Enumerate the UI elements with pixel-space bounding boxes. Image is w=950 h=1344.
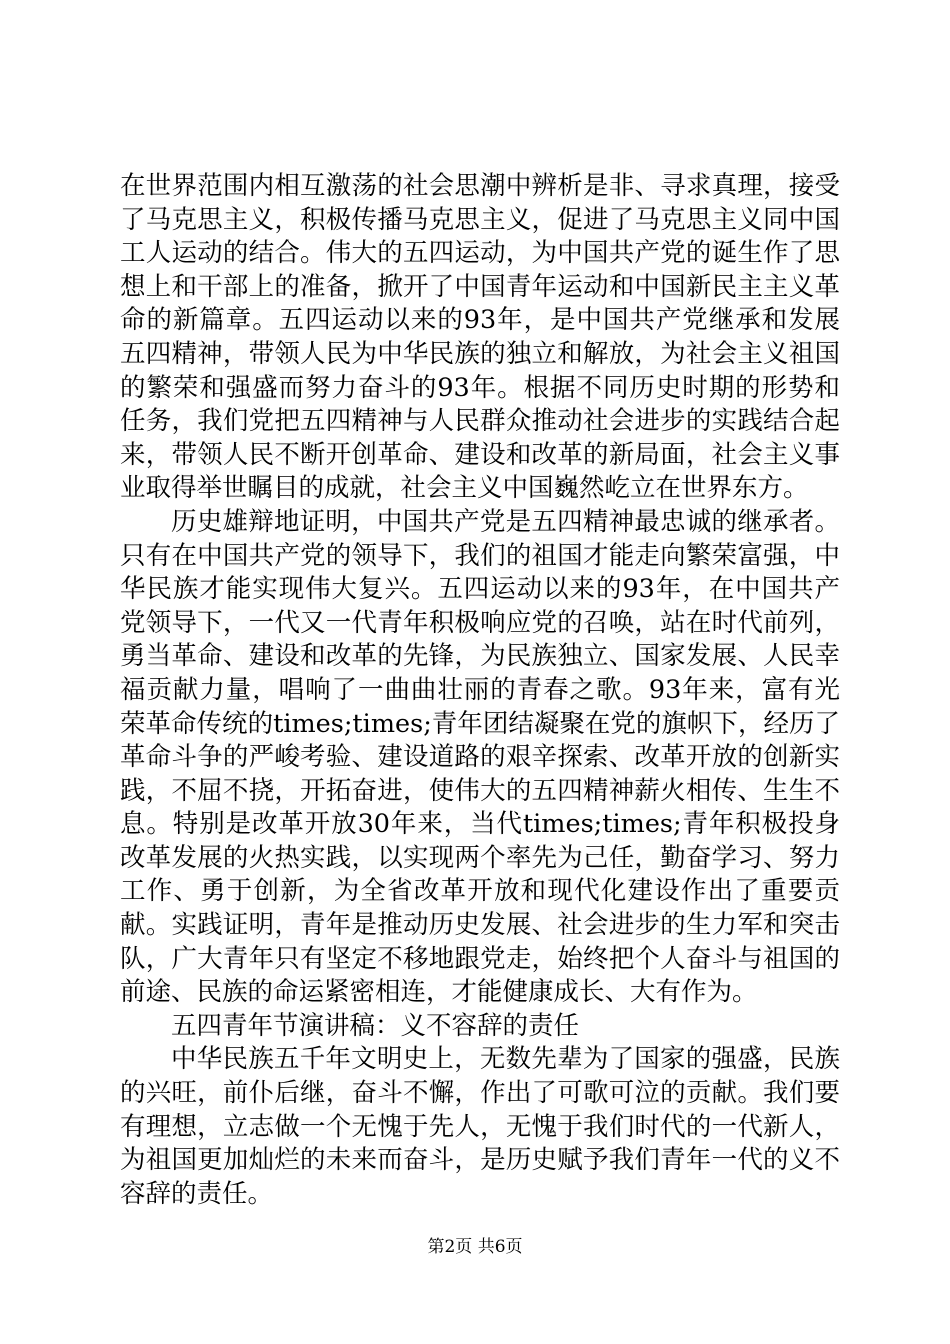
- section-title: 五四青年节演讲稿：义不容辞的责任: [171, 1010, 580, 1041]
- paragraph-continuation: 在世界范围内相互激荡的社会思潮中辨析是非、寻求真理，接受了马克思主义，积极传播马克思主义，促进了马克思主义同中国工人运动的结合。伟大的五四运动，为中国共产党的诞生作了思想上和干部上的准备，掀开了中国青年运动和中国新民主主义革命的新篇章。五四运动以来的93年，是中国共产党继承和发展五四精神，带领人民为中华民族的独立和解放，为社会主义祖国的繁荣和强盛而努力奋斗的93年。根据不同历史时期的形势和任务，我们党把五四精神与人民群众推动社会进步的实践结合起来，带领人民不断开创革命、建设和改革的新局面，社会主义事业取得举世瞩目的成就，社会主义中国巍然屹立在世界东方。: [120, 171, 840, 504]
- document-body: [120, 170, 840, 1211]
- paragraph-responsibility: 中华民族五千年文明史上，无数先辈为了国家的强盛，民族的兴旺，前仆后继，奋斗不懈，作出了可歌可泣的贡献。我们要有理想，立志做一个无愧于先人，无愧于我们时代的一代新人，为祖国更加灿烂的未来而奋斗，是历史赋予我们青年一代的义不容辞的责任。: [120, 1044, 840, 1209]
- paragraph-history-proof: 历史雄辩地证明，中国共产党是五四精神最忠诚的继承者。只有在中国共产党的领导下，我们的祖国才能走向繁荣富强，中华民族才能实现伟大复兴。五四运动以来的93年，在中国共产党领导下，一代又一代青年积极响应党的召唤，站在时代前列，勇当革命、建设和改革的先锋，为民族独立、国家发展、人民幸福贡献力量，唱响了一曲曲壮丽的青春之歌。93年来，富有光荣革命传统的times;times;青年团结凝聚在党的旗帜下，经历了革命斗争的严峻考验、建设道路的艰辛探索、改革开放的创新实践，不屈不挠，开拓奋进，使伟大的五四精神薪火相传、生生不息。特别是改革开放30年来，当代times;times;青年积极投身改革发展的火热实践，以实现两个率先为己任，勤奋学习、努力工作、勇于创新，为全省改革开放和现代化建设作出了重要贡献。实践证明，青年是推动历史发展、社会进步的生力军和突击队，广大青年只有坚定不移地跟党走，始终把个人奋斗与祖国的前途、民族的命运紧密相连，才能健康成长、大有作为。: [120, 506, 840, 1008]
- page-number-footer: 第2页 共6页: [427, 1237, 523, 1257]
